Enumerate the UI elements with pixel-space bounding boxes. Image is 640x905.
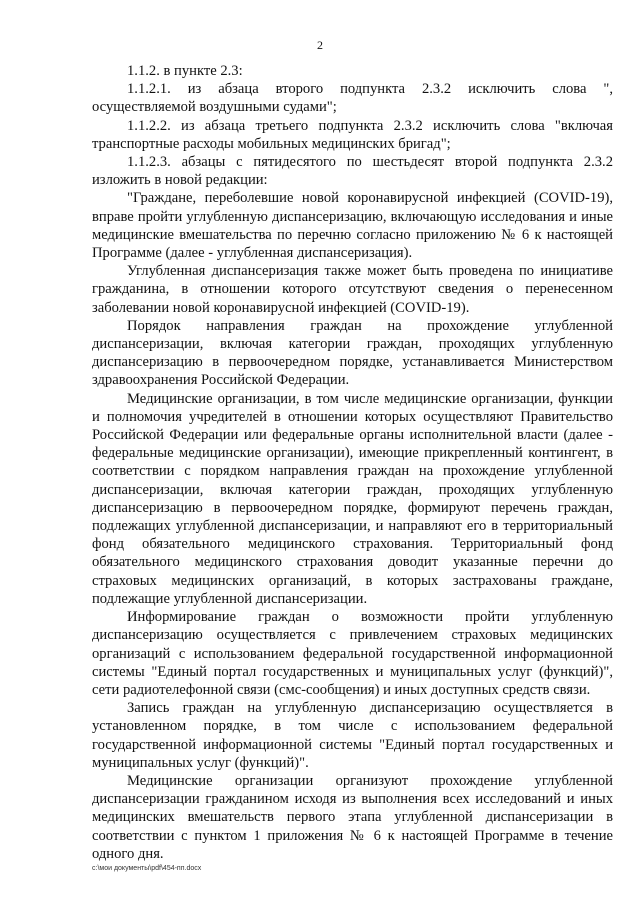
paragraph-1-1-2-3: 1.1.2.3. абзацы с пятидесятого по шестьдесят второй подпункта 2.3.2 изложить в новой редакции:	[92, 154, 613, 189]
paragraph-covid-citizens: "Граждане, переболевшие новой коронавирусной инфекцией (COVID-19), вправе пройти углубленную диспансеризацию, включающую исследования и иные медицинские вмешательства по перечню согласно приложению № 6 к настоящей Программе (далее - углубленная диспансеризация).	[92, 190, 613, 262]
paragraph-1-1-2-1: 1.1.2.1. из абзаца второго подпункта 2.3.2 исключить слова ", осуществляемой воздушными судами";	[92, 81, 613, 116]
page-number: 2	[317, 38, 323, 52]
document-body	[92, 62, 613, 863]
paragraph-informing: Информирование граждан о возможности пройти углубленную диспансеризацию осуществляется с привлечением страховых медицинских организаций с использованием федеральной государственной информационной системы "Единый портал государственных и муниципальных услуг (функций)", сети радиотелефонной связи (смс-сообщения) и иных доступных средств связи.	[92, 609, 613, 698]
paragraph-registration: Запись граждан на углубленную диспансеризацию осуществляется в установленном порядке, в том числе с использованием федеральной государственной информационной системы "Единый портал государственных и муниципальных услуг (функций)".	[92, 700, 613, 771]
paragraph-initiative: Углубленная диспансеризация также может быть проведена по инициативе гражданина, в отношении которого отсутствуют сведения о перенесенном заболевании новой коронавирусной инфекцией (COVID-19).	[92, 263, 613, 316]
paragraph-referral-order: Порядок направления граждан на прохождение углубленной диспансеризации, включая категории граждан, проходящих углубленную диспансеризацию в первоочередном порядке, устанавливается Министерством здравоохранения Российской Федерации.	[92, 317, 613, 389]
paragraph-1-1-2-2: 1.1.2.2. из абзаца третьего подпункта 2.3.2 исключить слова "включая транспортные расходы мобильных медицинских бригад";	[92, 117, 613, 152]
paragraph-one-day: Медицинские организации организуют прохождение углубленной диспансеризации гражданином исходя из выполнения всех исследований и иных медицинских вмешательств первого этапа углубленной диспансеризации в соответствии с пунктом 1 приложения № 6 к настоящей Программе в течение одного дня.	[92, 772, 613, 862]
paragraph-1-1-2: 1.1.2. в пункте 2.3:	[127, 63, 243, 79]
footer-file-path: c:\мои документы\pdf\454-пп.docx	[92, 865, 202, 872]
paragraph-medical-organizations: Медицинские организации, в том числе медицинские организации, функции и полномочия учредителей в отношении которых осуществляют Правительство Российской Федерации или федеральные органы исполнительной власти (далее - федеральные медицинские организации), имеющие прикрепленный контингент, в соответствии с порядком направления граждан на прохождение углубленной диспансеризации, включая категории граждан, проходящих углубленную диспансеризацию в первоочередном порядке, формируют перечень граждан, подлежащих углубленной диспансеризации, и направляют его в территориальный фонд обязательного медицинского страхования. Территориальный фонд обязательного медицинского страхования доводит указанные перечни до страховых медицинских организаций, в которых застрахованы граждане, подлежащие углубленной диспансеризации.	[92, 390, 613, 607]
